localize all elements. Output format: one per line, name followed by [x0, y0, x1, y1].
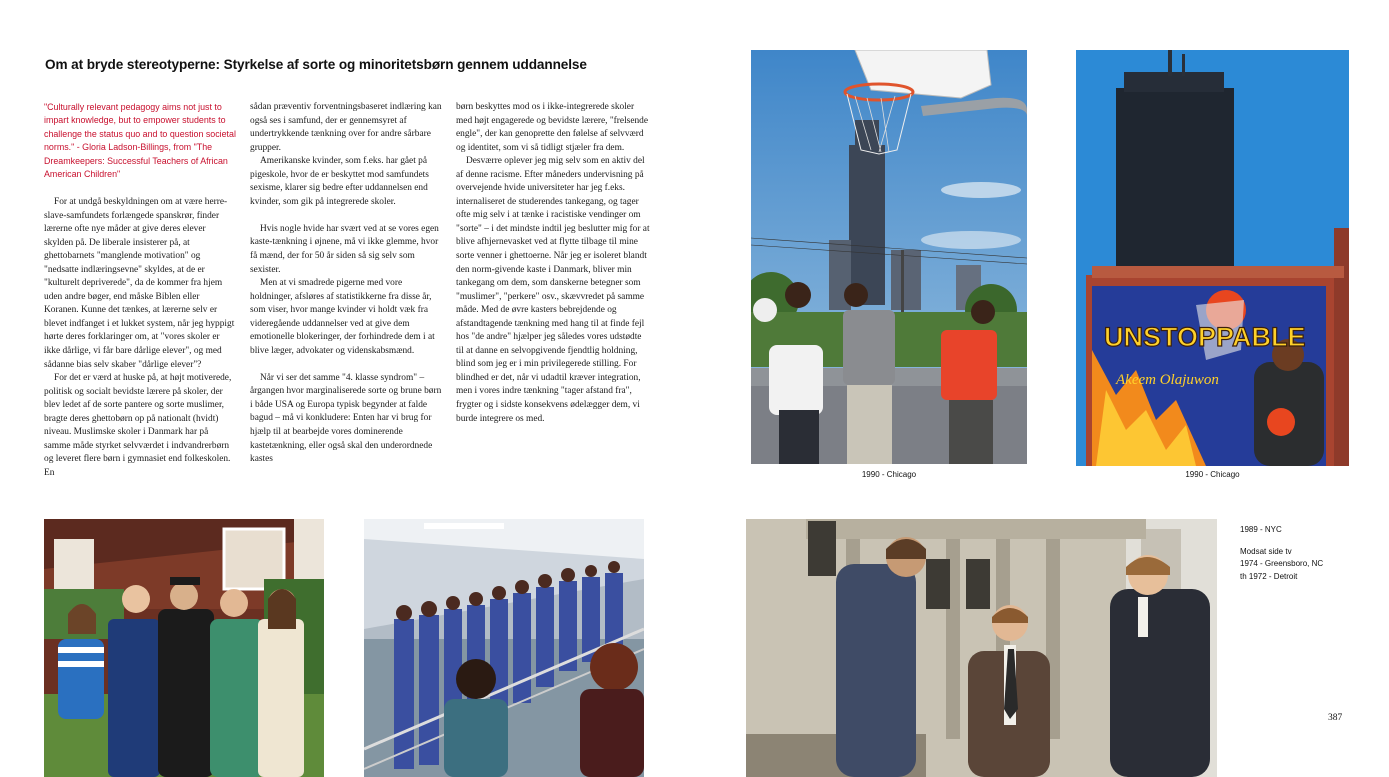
photo-side-caption	[1240, 524, 1360, 583]
paragraph: Amerikanske kvinder, som f.eks. har gået på pigeskole, hvor de er beskyttet mod samfundets sexisme, klarer sig bedre efter uddannelsen end kvinder, som gik på integrerede skoler.	[250, 156, 429, 207]
text-column-3	[456, 101, 650, 426]
article-headline: Om at bryde stereotyperne: Styrkelse af sorte og minoritetsbørn gennem uddannelse	[45, 57, 587, 72]
paragraph: Men at vi smadrede pigerne med vore holdninger, afsløres af statistikkerne fra disse år, som viser, hvor mange kvinder vi holdt væk fra videregående uddannelser ved at give dem emotionelle blokeringer, der forhindrede dem i at blive læger, advokater og videnskabsmænd.	[250, 278, 435, 356]
photo-mural-chicago	[1076, 50, 1349, 466]
text-column-2	[250, 101, 443, 467]
paragraph: Når vi ser det samme "4. klasse syndrom" – årgangen hvor marginaliserede sorte og brune børn i både USA og Europa typisk begynder at falde bagud – må vi konkludere: Enten har vi brug for hjælp til at bearbejde vores dominerende kastetænkning, eller også skal den underordnede kastes	[250, 372, 442, 465]
paragraph: børn beskyttes mod os i ikke-integrerede skoler med højt engagerede og bevidste lærere, "frelsende engle", der kan genoprette den følelse af selvværd og identitet, som vi så tidligt stjæler fra dem.	[456, 102, 649, 153]
mural-text: UNSTOPPABLE	[1104, 322, 1306, 352]
paragraph: sådan præventiv forventningsbaseret indlæring kan også ses i samfund, der er gennemsyret af undertrykkende tænkning over for andre sårbare grupper.	[250, 102, 442, 153]
mural-signature: Akeem Olajuwon	[1116, 372, 1219, 388]
paragraph: Desværre oplever jeg mig selv som en aktiv del af denne racisme. Efter måneders undervisning på overvejende hvide universiteter har jeg f.eks. internaliseret de studerendes tankegang, og tager ofte mig selv i at tænke i racistiske vendinger om "sorte" – i det mindste indtil jeg beslutter mig for at blive afhjernevasket ved at flytte tilbage til mine sorte venner i ghettoerne. Når jeg er isoleret blandt den norm-givende kaste i Danmark, bliver min tankegang om dem, som danskerne betegner som "muslimer", "perkere" osv., skævvredet på samme måde. Med de øvre kasters bebrejdende og afstandtagende tænkning med hang til at finde fejl hos "de andre" hjælper jeg således vores udstødte til at danne en selvopgivende fjendtlig holdning, blind som jeg er i min privilegerede stilling. For blindhed er det, når vi udadtil kræver integration, men i vores indre tænkning "tager afstand fra", frygter og i sidste konsekvens ødelægger dem, vi burde integrere os med.	[456, 156, 650, 424]
caption-line: 1974 - Greensboro, NC	[1240, 559, 1324, 568]
paragraph: For det er værd at huske på, at højt motiverede, politisk og socialt bevidste lærere på skoler, der blev ledet af de sorte pantere og sorte muslimer, bragte deres ghettobørn op på nationalt (hvidt) niveau. Muslimske skoler i Danmark har på samme måde styrket selvværdet i indvandrerbørn og leveret flere børn i gymnasiet end folkeskolen. En	[44, 373, 232, 478]
photo-caption: 1990 - Chicago	[861, 470, 917, 479]
caption-line: Modsat side tv	[1240, 546, 1292, 556]
page-number: 387	[1328, 713, 1343, 723]
photo-caption: 1990 - Chicago	[1185, 470, 1240, 479]
photo-basketball-chicago	[751, 50, 1027, 464]
caption-line: th 1972 - Detroit	[1240, 571, 1298, 581]
pull-quote: "Culturally relevant pedagogy aims not just to impart knowledge, but to empower students to challenge the status quo and to question societal norms." - Gloria Ladson-Billings, from "The Dreamkeepers: Successful Teachers of African American Children"	[44, 102, 236, 180]
paragraph: Hvis nogle hvide har svært ved at se vores egen kaste-tænkning i øjnene, må vi ikke glemme, hvor få mænd, der for 50 år siden så sig selv som sexister.	[250, 223, 439, 275]
text-column-1	[44, 196, 235, 480]
photo-graduation-ceremony	[364, 519, 644, 777]
caption-line: 1989 - NYC	[1240, 525, 1282, 534]
photo-men-in-suits-nyc	[746, 519, 1217, 777]
paragraph: For at undgå beskyldningen om at være herre-slave-samfundets forlængede spanskrør, finder lærerne ofte nye måder at give deres elever skylden på. De liberale insisterer på, at ghettobarnets "manglende motivation" og "nedsatte indlæringsevne" skyldes, at de er "kulturelt depriverede", da de kommer fra hjem uden andre bøger, end måske Biblen eller Koranen. Kunne det tænkes, at lærerne selv er blevet indfanget i et lukket system, når jeg hyppigt hørte deres forklaringer om, at "vores skoler er ikke dårlige, vi får bare dårlige elever", og med sådanne bias selv skaber "dårlige elever"?	[44, 197, 235, 370]
photo-family-portrait	[44, 519, 324, 777]
